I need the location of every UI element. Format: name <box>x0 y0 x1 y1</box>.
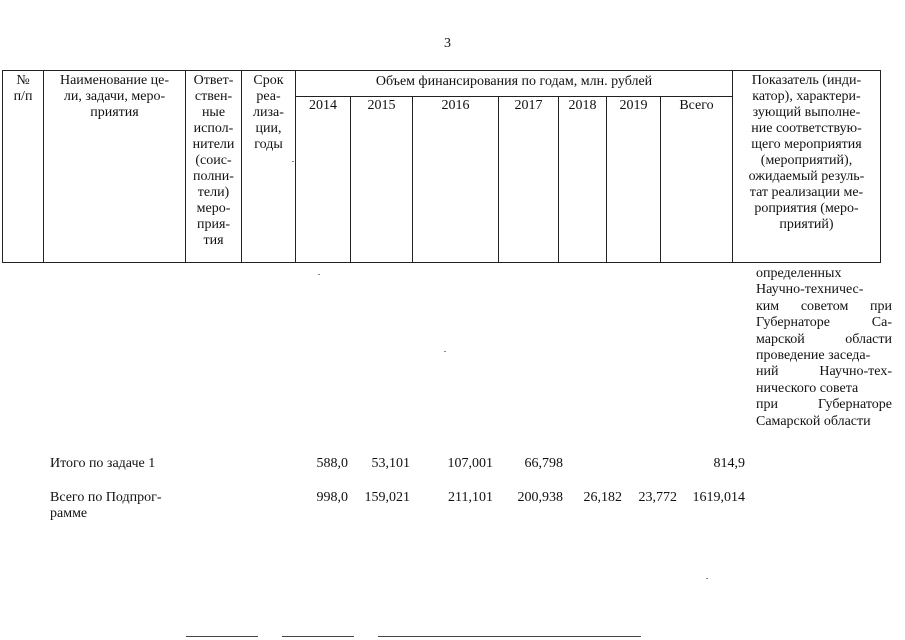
value-subprogram-2018: 26,182 <box>583 490 622 505</box>
value-task-2016: 107,001 <box>447 456 493 471</box>
indicator-line: нического совета <box>756 380 859 396</box>
row-label-line: рамме <box>50 506 88 521</box>
header-indicator-line: катор), характери- <box>752 89 861 104</box>
row-label-line: Всего по Подпрог- <box>50 490 162 505</box>
header-executors-line: меро- <box>196 201 231 216</box>
header-term-line: ции, <box>255 121 282 136</box>
header-term-line: Срок <box>253 73 284 88</box>
header-executors-line: испол- <box>193 121 234 136</box>
page-number: 3 <box>444 36 451 51</box>
year-header-2014: 2014 <box>296 97 351 263</box>
indicator-line: Самарской области <box>756 413 871 429</box>
header-executors-line: тия <box>203 233 224 248</box>
header-name-line: ли, задачи, меро- <box>63 89 166 104</box>
header-name-line: приятия <box>90 105 139 120</box>
scan-speck <box>444 351 446 352</box>
header-indicator-line: приятий) <box>779 217 834 232</box>
value-task-2015: 53,101 <box>371 456 410 471</box>
footer-line <box>282 636 354 637</box>
year-header-2016: 2016 <box>413 97 499 263</box>
indicator-line: марской области <box>756 331 892 347</box>
value-subprogram-2014: 998,0 <box>316 490 348 505</box>
value-task-total: 814,9 <box>713 456 745 471</box>
row-label-task-total <box>50 456 155 472</box>
year-header-2017: 2017 <box>499 97 559 263</box>
footer-line <box>450 636 546 637</box>
value-task-2014: 588,0 <box>316 456 348 471</box>
header-term-line: лиза- <box>253 105 284 120</box>
header-name-cell <box>44 71 186 263</box>
year-header-total: Всего <box>661 97 733 263</box>
value-subprogram-2017: 200,938 <box>517 490 563 505</box>
indicator-line: Научно-техничес- <box>756 282 864 298</box>
value-subprogram-2019: 23,772 <box>638 490 677 505</box>
header-table <box>2 70 881 263</box>
indicator-continuation <box>756 266 892 430</box>
header-executors-line: нители <box>192 137 235 152</box>
header-indicator-line: ожидаемый резуль- <box>748 169 865 184</box>
scan-speck <box>292 161 294 162</box>
row-label-line: Итого по задаче 1 <box>50 456 156 471</box>
header-indicator-line: щего мероприятия <box>751 137 862 152</box>
header-executors-cell <box>186 71 242 263</box>
indicator-line: ким советом при <box>756 298 892 314</box>
header-executors-line: ные <box>201 105 226 120</box>
header-executors-line: Ответ- <box>193 73 234 88</box>
funding-title: Объем финансирования по годам, млн. рублей <box>296 71 733 97</box>
indicator-line: Губернаторе Са- <box>756 315 892 331</box>
header-executors-line: полни- <box>193 169 234 184</box>
header-num-cell <box>3 71 44 263</box>
header-term-line: реа- <box>256 89 281 104</box>
header-executors-line: ствен- <box>194 89 233 104</box>
footer-line <box>186 636 258 637</box>
row-label-subprogram-total <box>50 490 162 522</box>
value-subprogram-2015: 159,021 <box>364 490 410 505</box>
header-num-line: № <box>16 73 30 88</box>
year-header-2018: 2018 <box>559 97 607 263</box>
header-indicator-line: ние соответствую- <box>751 121 862 136</box>
header-num-line: п/п <box>13 89 33 104</box>
header-indicator-line: зующий выполне- <box>752 105 861 120</box>
header-term-cell <box>242 71 296 263</box>
header-name-line: Наименование це- <box>59 73 170 88</box>
indicator-line: при Губернаторе <box>756 397 892 413</box>
header-executors-line: прия- <box>196 217 231 232</box>
year-header-2015: 2015 <box>351 97 413 263</box>
scan-speck <box>706 578 708 579</box>
header-executors-line: (соис- <box>195 153 232 168</box>
indicator-line: проведение заседа- <box>756 348 871 364</box>
header-term-line: годы <box>254 137 283 152</box>
scan-speck <box>318 274 320 275</box>
value-task-2017: 66,798 <box>524 456 563 471</box>
indicator-line: ний Научно-тех- <box>756 364 892 380</box>
value-subprogram-2016: 211,101 <box>448 490 493 505</box>
header-indicator-cell <box>733 71 881 263</box>
header-indicator-line: Показатель (инди- <box>751 73 862 88</box>
header-indicator-line: (мероприятий), <box>760 153 853 168</box>
header-indicator-line: тат реализации ме- <box>749 185 864 200</box>
value-subprogram-total: 1619,014 <box>692 490 745 505</box>
year-header-2019: 2019 <box>607 97 661 263</box>
header-indicator-line: роприятия (меро- <box>754 201 859 216</box>
footer-line <box>378 636 450 637</box>
indicator-line: определенных <box>756 266 842 281</box>
footer-line <box>546 636 641 637</box>
header-executors-line: тели) <box>197 185 230 200</box>
